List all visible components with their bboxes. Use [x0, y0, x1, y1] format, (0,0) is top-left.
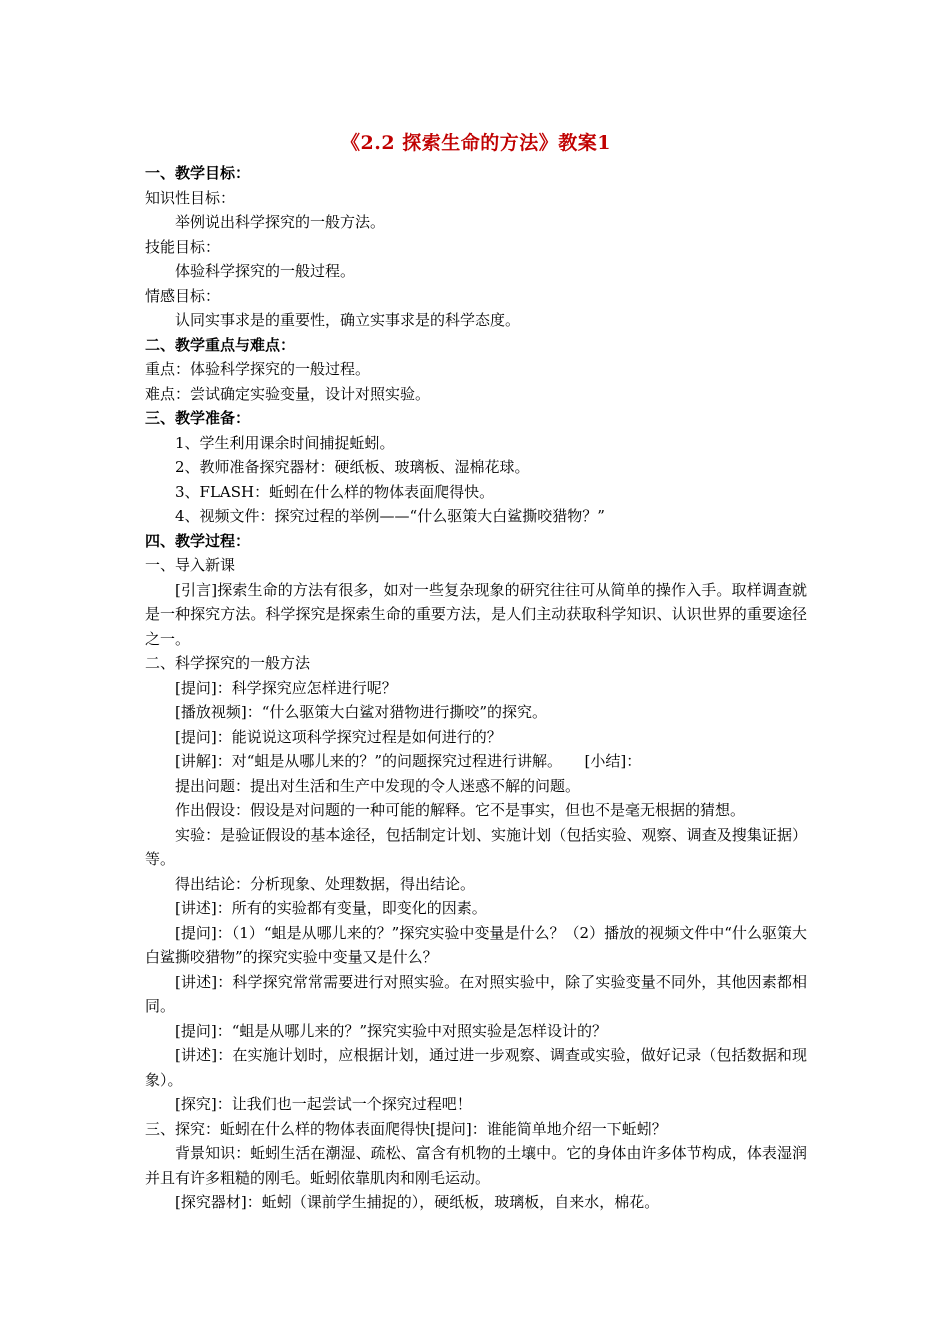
method-paragraph: [提问]：能说说这项科学探究过程是如何进行的？: [175, 727, 502, 746]
method-paragraph: [讲述]：所有的实验都有变量，即变化的因素。: [175, 899, 487, 917]
method-paragraph: [提问]：（1）“蛆是从哪儿来的？”探究实验中变量是什么？（2）播放的视频文件中“什么驱策大白鲨撕咬猎物”的探究实验中变量又是什么？: [145, 923, 807, 966]
method-paragraph: [讲解]：对“蛆是从哪儿来的？”的问题探究过程进行讲解。 [小结]：: [175, 752, 642, 770]
earthworm-paragraph: [探究器材]：蚯蚓（课前学生捕捉的），硬纸板，玻璃板，自来水，棉花。: [175, 1193, 660, 1211]
section-heading-preparation: 三、教学准备：: [145, 409, 251, 427]
earthworm-paragraph: 背景知识：蚯蚓生活在潮湿、疏松、富含有机物的土壤中。它的身体由许多体节构成，体表湿润并且有许多粗糙的刚毛。蚯蚓依靠肌肉和刚毛运动。: [145, 1144, 807, 1187]
section-heading-objectives: 一、教学目标：: [145, 164, 251, 182]
preparation-item: 1、学生利用课余时间捕捉蚯蚓。: [175, 433, 395, 452]
document-body: [145, 128, 807, 1215]
method-paragraph: [提问]：科学探究应怎样进行呢？: [175, 678, 397, 697]
method-paragraph: 得出结论：分析现象、处理数据，得出结论。: [175, 874, 476, 893]
section-heading-process: 四、教学过程：: [145, 531, 251, 550]
method-paragraph: [探究]：让我们也一起尝试一个探究过程吧！: [175, 1095, 472, 1113]
subsection-heading-method: 二、科学探究的一般方法: [145, 654, 311, 672]
method-paragraph: [讲述]：在实施计划时，应根据计划，通过进一步观察、调查或实验，做好记录（包括数据和现象）。: [145, 1046, 807, 1089]
knowledge-goal-text: 举例说出科学探究的一般方法。: [175, 213, 386, 231]
skill-goal-label: 技能目标：: [145, 237, 221, 256]
method-paragraph: 作出假设：假设是对问题的一种可能的解释。它不是事实，但也不是毫无根据的猜想。: [175, 801, 746, 819]
subsection-heading-intro: 一、导入新课: [145, 556, 236, 574]
difficulty-point: 难点：尝试确定实验变量，设计对照实验。: [145, 384, 431, 403]
knowledge-goal-label: 知识性目标：: [145, 188, 236, 207]
method-paragraph: [讲述]：科学探究常常需要进行对照实验。在对照实验中，除了实验变量不同外，其他因素都相同。: [145, 972, 807, 1015]
preparation-item: 2、教师准备探究器材：硬纸板、玻璃板、湿棉花球。: [175, 458, 530, 476]
section-heading-key-points: 二、教学重点与难点：: [145, 335, 296, 354]
method-paragraph: [提问]：“蛆是从哪儿来的？”探究实验中对照实验是怎样设计的？: [175, 1021, 608, 1040]
skill-goal-text: 体验科学探究的一般过程。: [175, 262, 356, 280]
preparation-item: 4、视频文件：探究过程的举例——“什么驱策大白鲨撕咬猎物？”: [175, 507, 605, 525]
emotion-goal-text: 认同实事求是的重要性，确立实事求是的科学态度。: [175, 311, 521, 329]
preparation-item: 3、FLASH：蚯蚓在什么样的物体表面爬得快。: [175, 482, 495, 501]
method-paragraph: 提出问题：提出对生活和生产中发现的令人迷惑不解的问题。: [175, 776, 581, 795]
document-title: 《2.2 探索生命的方法》教案1: [341, 132, 611, 154]
intro-paragraph: [引言]探索生命的方法有很多，如对一些复杂现象的研究往往可从简单的操作入手。取样调查就是一种探究方法。科学探究是探索生命的重要方法，是人们主动获取科学知识、认识世界的重要途径之一。: [145, 580, 807, 648]
subsection-heading-earthworm: 三、探究：蚯蚓在什么样的物体表面爬得快[提问]：谁能简单地介绍一下蚯蚓？: [145, 1119, 667, 1138]
method-paragraph: 实验：是验证假设的基本途径，包括制定计划、实施计划（包括实验、观察、调查及搜集证据）等。: [145, 825, 807, 868]
emotion-goal-label: 情感目标：: [145, 286, 221, 305]
key-point: 重点：体验科学探究的一般过程。: [145, 360, 371, 378]
method-paragraph: [播放视频]：“什么驱策大白鲨对猎物进行撕咬”的探究。: [175, 703, 548, 721]
